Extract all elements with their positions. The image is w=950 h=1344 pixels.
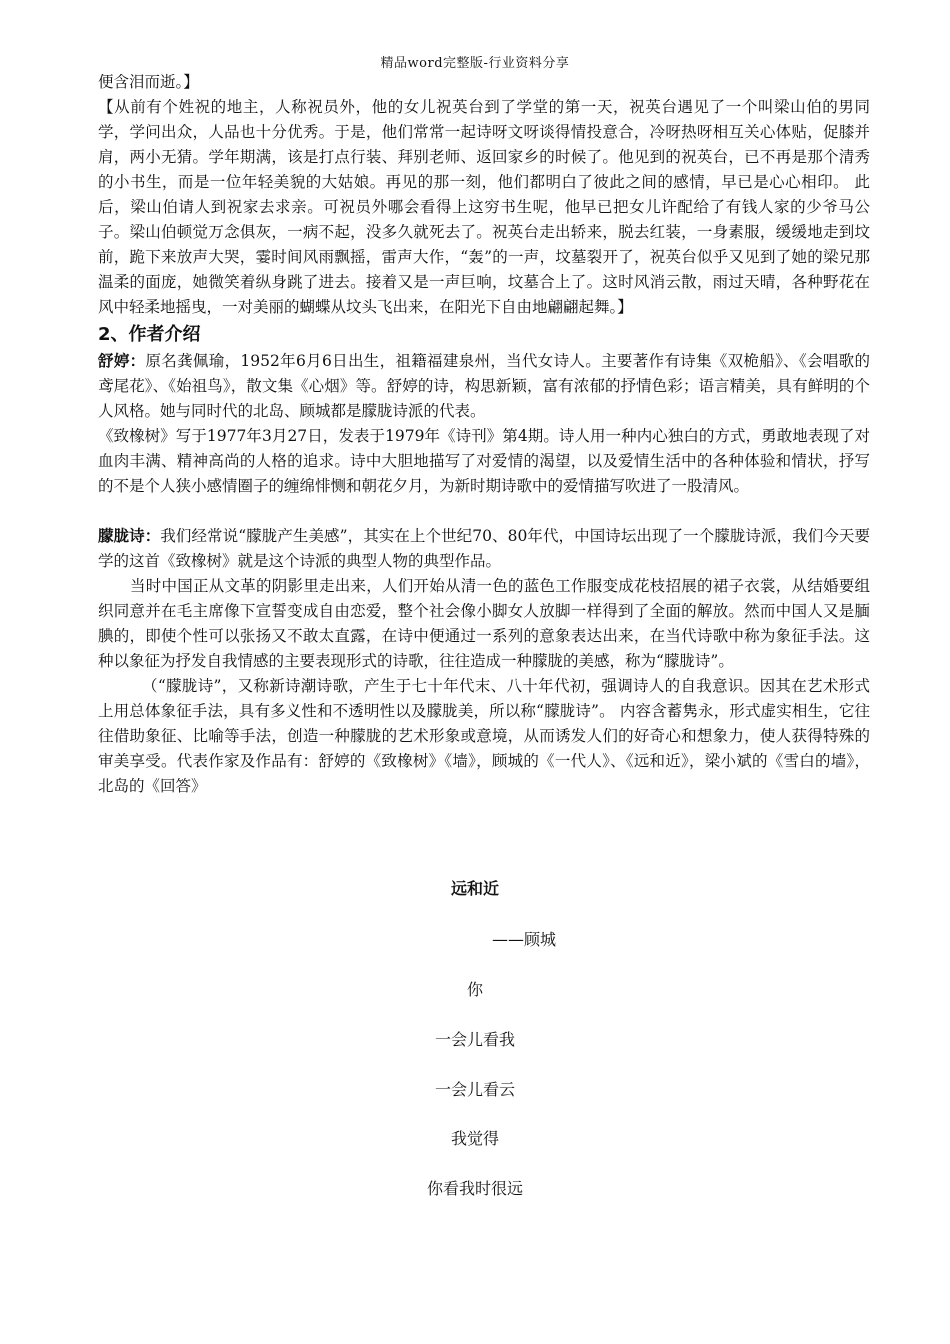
context-paragraph: 当时中国正从文革的阴影里走出来，人们开始从清一色的蓝色工作服变成花枝招展的裙子衣裳，从结婚要组织同意并在毛主席像下宣誓变成自由恋爱，整个社会像小脚女人放脚一样得到了全面的解放。然而中国人又是腼腆的，即使个性可以张扬又不敢太直露，在诗中便通过一系列的意象表达出来，在当代诗歌中称为象征手法。这种以象征为抒发自我情感的主要表现形式的诗歌，往往造成一种朦胧的美感，称为“朦胧诗”。 — [98, 577, 870, 670]
blank-line — [98, 499, 870, 524]
poem-line: 你 — [466, 980, 483, 999]
poem-line: 一会儿看云 — [434, 1080, 515, 1099]
menglong-paragraph — [98, 524, 870, 574]
menglong-term: 朦胧诗： — [98, 527, 161, 545]
story-paragraph: 【从前有个姓祝的地主，人称祝员外，他的女儿祝英台到了学堂的第一天，祝英台遇见了一个叫梁山伯的男同学，学问出众，人品也十分优秀。于是，他们常常一起诗呀文呀谈得情投意合，冷呀热呀相互关心体贴，促膝并肩，两小无猜。学年期满，该是打点行装、拜别老师、返回家乡的时候了。他见到的祝英台，已不再是那个清秀的小书生，而是一位年轻美貌的大姑娘。再见的那一刻，他们都明白了彼此之间的感情，早已是心心相印。 此后，梁山伯请人到祝家去求亲。可祝员外哪会看得上这穷书生呢，他早已把女儿许配给了有钱人家的少爷马公子。梁山伯顿觉万念俱灰，一病不起，没多久就死去了。祝英台走出轿来，脱去红装，一身素服，缓缓地走到坟前，跪下来放声大哭，霎时间风雨飘摇，雷声大作，“轰”的一声，坟墓裂开了，祝英台似乎又见到了她的梁兄那温柔的面庞，她微笑着纵身跳了进去。接着又是一声巨响，坟墓合上了。这时风消云散，雨过天晴，各种野花在风中轻柔地摇曳，一对美丽的蝴蝶从坟头飞出来，在阳光下自由地翩翩起舞。】 — [98, 98, 870, 316]
author-text: 原名龚佩瑜，1952年6月6日出生，祖籍福建泉州，当代女诗人。主要著作有诗集《双桅船》、《会唱歌的鸢尾花》、《始祖鸟》，散文集《心烟》等。舒婷的诗，构思新颖，富有浓郁的抒情色彩；语言精美，具有鲜明的个人风格。她与同时代的北岛、顾城都是朦胧诗派的代表。 — [98, 352, 870, 420]
document-body — [98, 70, 870, 799]
menglong-text: 我们经常说“朦胧产生美感”，其实在上个世纪70、80年代，中国诗坛出现了一个朦胧诗派，我们今天要学的这首《致橡树》就是这个诗派的典型人物的典型作品。 — [98, 527, 870, 570]
poem-title: 远和近 — [450, 879, 499, 898]
author-paragraph — [98, 349, 870, 424]
poem-intro-paragraph: 《致橡树》写于1977年3月27日，发表于1979年《诗刊》第4期。诗人用一种内心独白的方式，勇敢地表现了对血肉丰满、精神高尚的人格的追求。诗中大胆地描写了对爱情的渴望，以及爱情生活中的各种体验和情状，抒写的不是个人狭小感情圈子的缠绵悱恻和朝花夕月，为新时期诗歌中的爱情描写吹进了一股清风。 — [98, 427, 870, 495]
author-term: 舒婷： — [98, 352, 146, 370]
poem-line: 一会儿看我 — [434, 1030, 515, 1049]
story-ending: 便含泪而逝。】 — [98, 73, 199, 91]
poem-line: 你看我时很远 — [426, 1179, 523, 1198]
page-header: 精品word完整版-行业资料分享 — [380, 56, 570, 71]
section-heading: 2、作者介绍 — [98, 324, 201, 345]
poem-author: ——顾城 — [492, 930, 557, 949]
poem-line: 我觉得 — [450, 1129, 499, 1148]
definition-paragraph: （“朦胧诗”，又称新诗潮诗歌，产生于七十年代末、八十年代初，强调诗人的自我意识。因其在艺术形式上用总体象征手法，具有多义性和不透明性以及朦胧美，所以称“朦胧诗”。 内容含蓄隽永，形式虚实相生，它往往借助象征、比喻等手法，创造一种朦胧的艺术形象或意境，从而诱发人们的好奇心和想象力，使人获得特殊的审美享受。代表作家及作品有：舒婷的《致橡树》《墙》，顾城的《一代人》、《远和近》，梁小斌的《雪白的墙》，北岛的《回答》 — [98, 677, 870, 795]
